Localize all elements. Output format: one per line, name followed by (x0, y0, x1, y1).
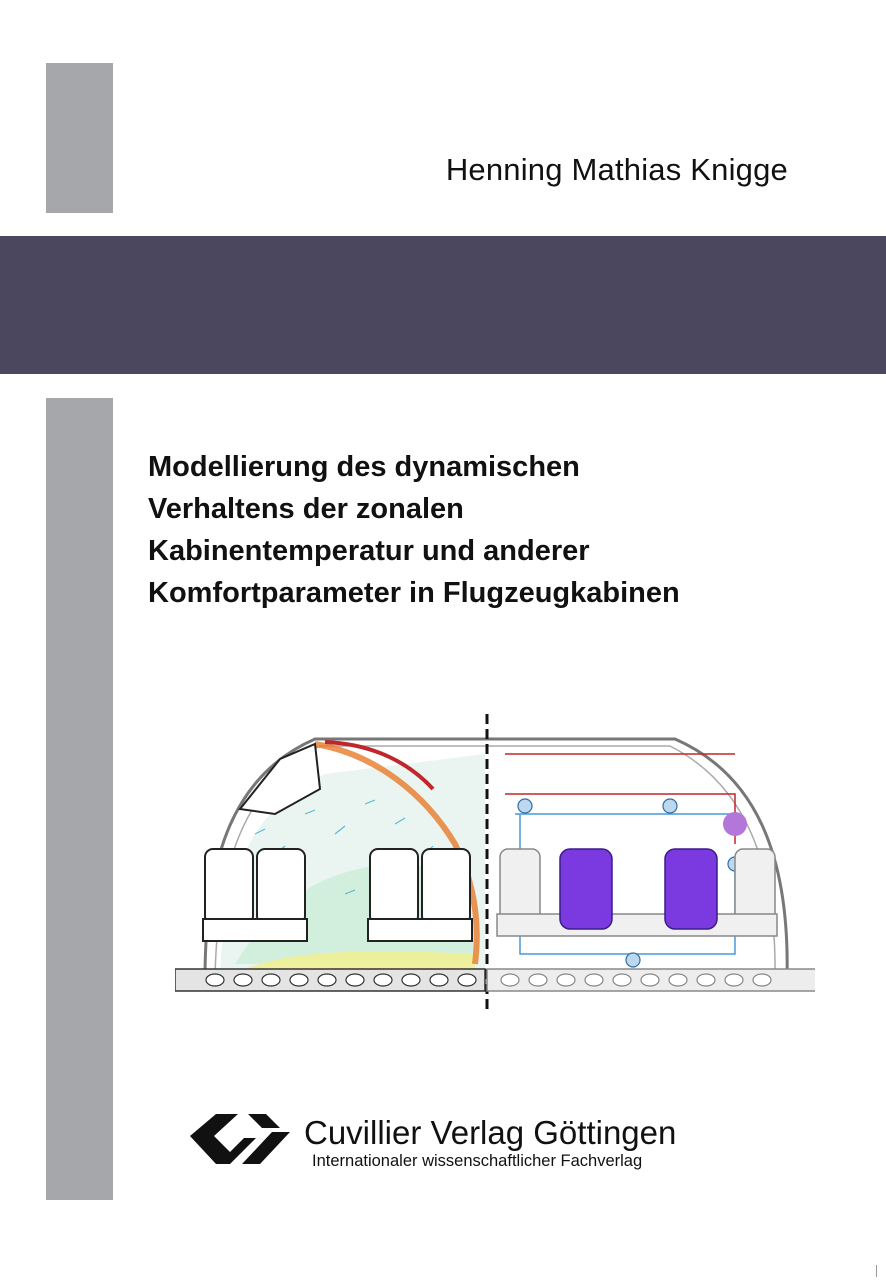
publisher-subtitle: Internationaler wissenschaftlicher Fachverlag (312, 1152, 643, 1170)
schematic-mixer (723, 812, 747, 836)
publisher-block (186, 1108, 746, 1178)
trim-mark (876, 1265, 877, 1277)
title-line-2: Verhaltens der zonalen (148, 493, 464, 525)
book-title (148, 446, 848, 614)
title-line-3: Kabinentemperatur und anderer (148, 535, 590, 567)
publisher-logo-icon (186, 1108, 298, 1170)
cabin-cross-section-illustration (175, 714, 815, 1014)
publisher-name: Cuvillier Verlag Göttingen (304, 1114, 677, 1151)
title-band (0, 236, 886, 374)
decorative-grey-bar-side (46, 398, 113, 1200)
title-line-1: Modellierung des dynamischen (148, 451, 580, 483)
author-name: Henning Mathias Knigge (445, 152, 788, 187)
cabin-figure-svg (175, 714, 815, 1014)
title-line-4: Komfortparameter in Flugzeugkabinen (148, 577, 680, 609)
decorative-grey-bar-top (46, 63, 113, 213)
